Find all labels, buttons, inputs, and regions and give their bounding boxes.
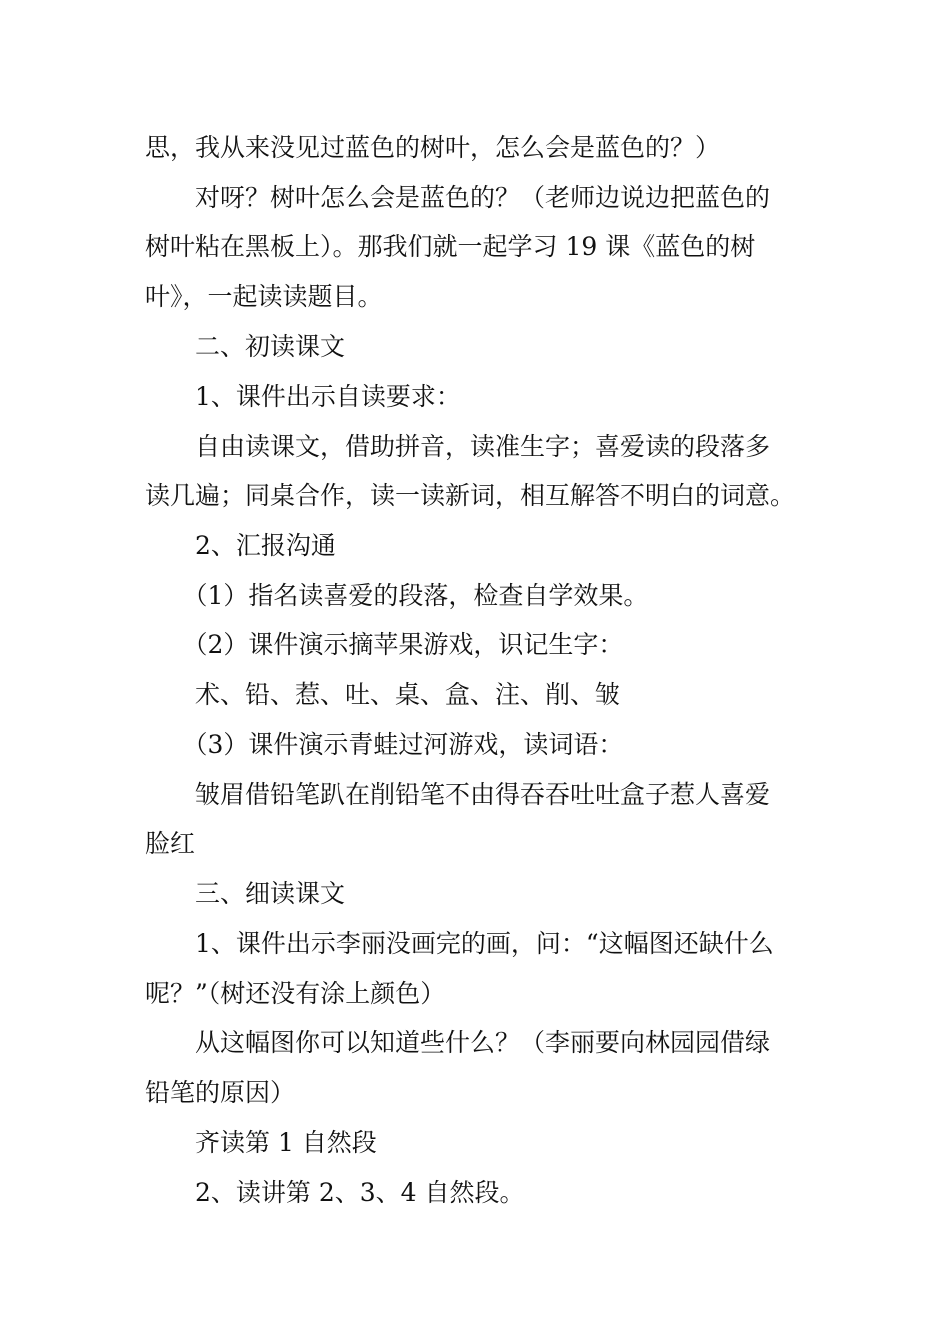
text-line: 从这幅图你可以知道些什么？（李丽要向林园园借绿 [145, 1028, 771, 1057]
text-line: 读几遍；同桌合作，读一读新词，相互解答不明白的词意。 [145, 481, 796, 510]
text-line: （1）指名读喜爱的段落，检查自学效果。 [145, 581, 649, 610]
text-line: 对呀？树叶怎么会是蓝色的？（老师边说边把蓝色的 [145, 183, 771, 212]
section-heading: 二、初读课文 [145, 332, 346, 361]
text-line: 思，我从来没见过蓝色的树叶，怎么会是蓝色的？） [145, 133, 721, 162]
text-line: 铅笔的原因） [145, 1078, 296, 1107]
text-line: （3）课件演示青蛙过河游戏，读词语： [145, 730, 624, 759]
text-line: （2）课件演示摘苹果游戏，识记生字： [145, 630, 624, 659]
text-line: 齐读第 1 自然段 [145, 1128, 377, 1157]
text-line: 皱眉借铅笔趴在削铅笔不由得吞吞吐吐盒子惹人喜爱 [145, 780, 771, 809]
text-line: 呢？”（树还没有涂上颜色） [145, 979, 446, 1008]
text-line: 树叶粘在黑板上）。那我们就一起学习 19 课《蓝色的树 [145, 232, 756, 261]
text-line: 1、课件出示李丽没画完的画，问：“这幅图还缺什么 [145, 929, 774, 958]
text-line: 1、课件出示自读要求： [145, 382, 461, 411]
section-heading: 三、细读课文 [145, 879, 346, 908]
text-line: 脸红 [145, 829, 196, 858]
text-line: 叶》，一起读读题目。 [145, 282, 383, 311]
text-line: 术、铅、惹、吐、桌、盒、注、削、皱 [145, 680, 621, 709]
text-line: 2、读讲第 2、3、4 自然段。 [145, 1178, 525, 1207]
text-line: 2、汇报沟通 [145, 531, 336, 560]
text-line: 自由读课文，借助拼音，读准生字；喜爱读的段落多 [145, 432, 771, 461]
